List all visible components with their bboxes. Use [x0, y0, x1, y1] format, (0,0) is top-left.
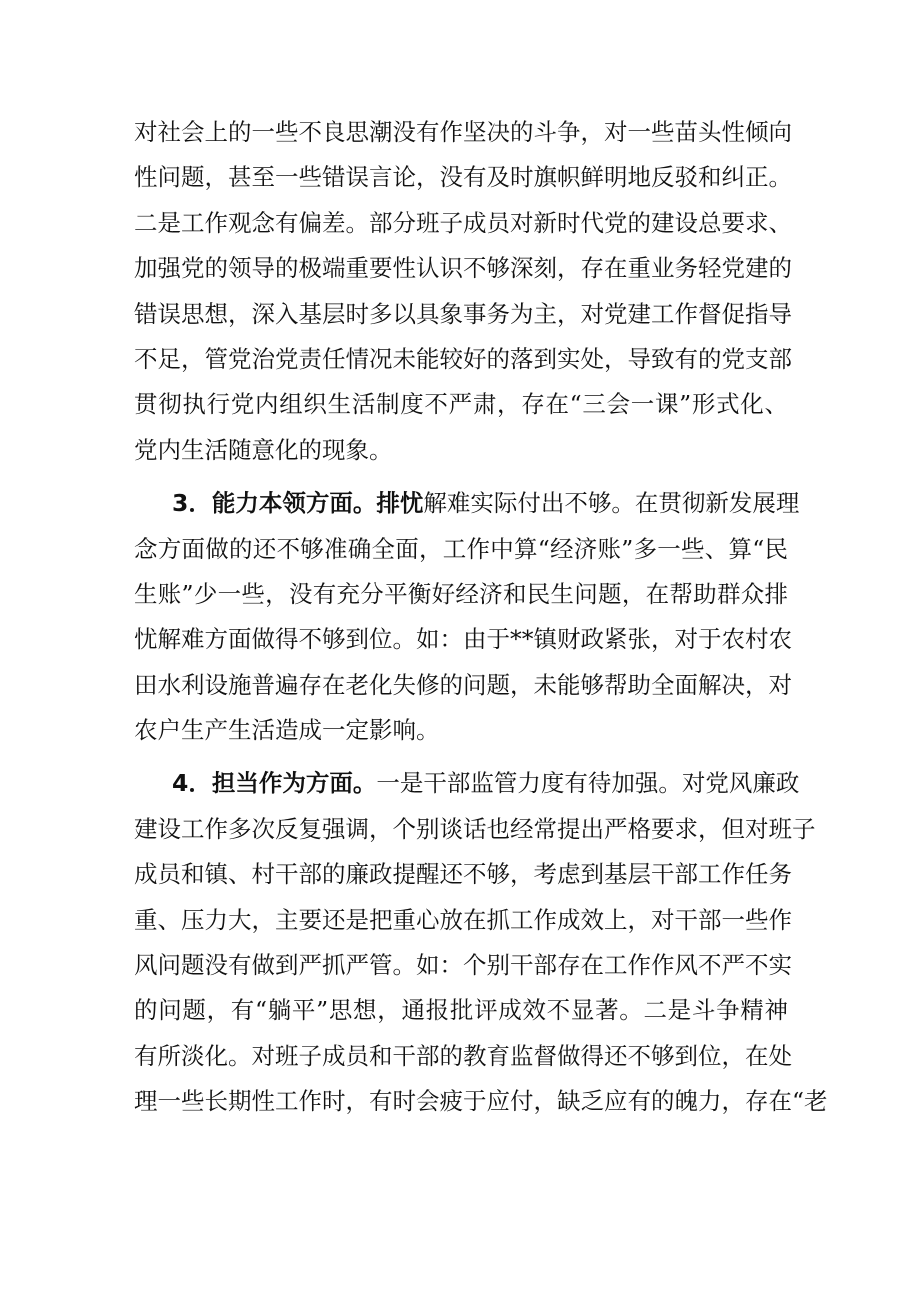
- document-page: [134, 110, 828, 1125]
- text-line: 对社会上的一些不良思潮没有作坚决的斗争，对一些苗头性倾向: [134, 118, 792, 146]
- text-line: 错误思想，深入基层时多以具象事务为主，对党建工作督促指导: [134, 299, 792, 328]
- text-line: 贯彻执行党内组织生活制度不严肃，存在“三会一课”形式化、: [134, 390, 788, 419]
- text-line: 忧解难方面做得不够到位。如：由于**镇财政紧张，对于农村农: [134, 625, 792, 654]
- text-line: 风问题没有做到严抓严管。如：个别干部存在工作作风不严不实: [134, 951, 792, 980]
- text-line: [134, 481, 800, 526]
- text-line: 二是工作观念有偏差。部分班子成员对新时代党的建设总要求、: [134, 208, 792, 237]
- text-fragment: 一是干部监管力度有待加强。对党风廉政: [376, 769, 800, 798]
- paragraph-capability: [134, 481, 800, 753]
- text-line: 有所淡化。对班子成员和干部的教育监督做得还不够到位，在处: [134, 1041, 792, 1070]
- text-line: 念方面做的还不够准确全面，工作中算“经济账”多一些、算“民: [134, 534, 788, 563]
- text-line: 田水利设施普遍存在老化失修的问题，未能够帮助全面解决，对: [134, 670, 792, 699]
- text-line: 成员和镇、村干部的廉政提醒还不够，考虑到基层干部工作任务: [134, 860, 792, 889]
- text-line: [134, 761, 800, 806]
- text-line: 的问题，有“躺平”思想，通报批评成效不显著。二是斗争精神: [134, 996, 788, 1025]
- section-heading-4: 4．担当作为方面。: [172, 769, 377, 798]
- paragraph-gap: [134, 473, 788, 481]
- text-line: 不足，管党治党责任情况未能较好的落到实处，导致有的党支部: [134, 344, 792, 373]
- text-line: 生账”少一些，没有充分平衡好经济和民生问题，在帮助群众排: [134, 579, 788, 608]
- paragraph-gap: [134, 753, 788, 761]
- paragraph-ideological-issues: [134, 110, 792, 473]
- text-line: 理一些长期性工作时，有时会疲于应付，缺乏应有的魄力，存在“老: [134, 1087, 828, 1116]
- text-line: 农户生产生活造成一定影响。: [134, 716, 440, 745]
- text-line: 党内生活随意化的现象。: [134, 435, 393, 464]
- text-line: 加强党的领导的极端重要性认识不够深刻，存在重业务轻党建的: [134, 254, 792, 283]
- text-fragment: 解难实际付出不够。在贯彻新发展理: [423, 489, 800, 518]
- paragraph-responsibility: [134, 761, 828, 1124]
- text-line: 重、压力大，主要还是把重心放在抓工作成效上，对干部一些作: [134, 905, 792, 934]
- section-heading-3: 3．能力本领方面。排忧: [172, 489, 424, 518]
- text-line: 性问题，甚至一些错误言论，没有及时旗帜鲜明地反驳和纠正。: [134, 163, 792, 192]
- text-line: 建设工作多次反复强调，个别谈话也经常提出严格要求，但对班子: [134, 814, 816, 843]
